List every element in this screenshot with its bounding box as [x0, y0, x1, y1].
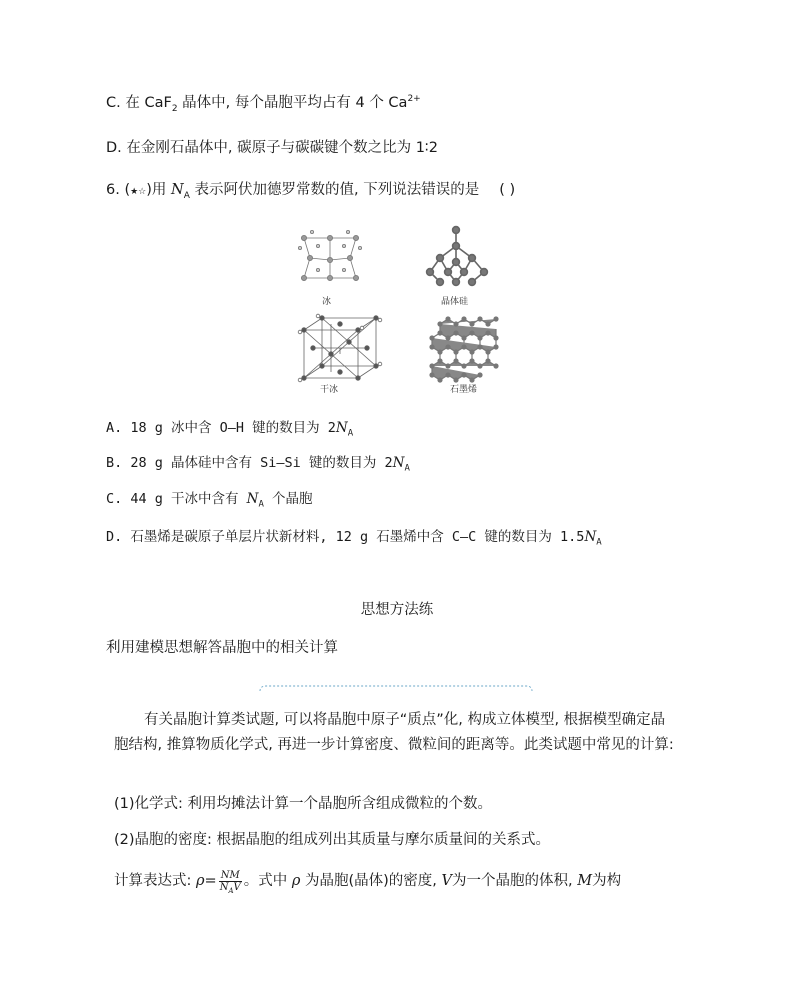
avogadro-symbol: N: [584, 529, 597, 545]
denominator-n: N: [219, 881, 229, 893]
avogadro-sub: A: [347, 428, 354, 439]
expression-paragraph: [114, 866, 674, 896]
avogadro-symbol: N: [335, 420, 348, 436]
silicon-structure-image: [427, 227, 488, 286]
option-b-text: B. 28 g 晶体硅中含有 Si—Si 键的数目为 2: [106, 455, 393, 471]
avogadro-sub: A: [258, 499, 264, 510]
answer-paren: ( ): [499, 182, 516, 198]
avogadro-sub: A: [596, 537, 602, 548]
option-c-prev: [106, 93, 421, 113]
fraction-denominator: [219, 882, 242, 893]
denominator-sub: A: [228, 886, 234, 895]
expression-mid1: 。式中: [243, 873, 292, 889]
fraction-numerator: NM: [219, 870, 242, 882]
dry-ice-label: 干冰: [320, 385, 339, 395]
avogadro-sub: A: [404, 463, 410, 474]
option-d-text: D. 石墨烯是碳原子单层片状新材料, 12 g 石墨烯中含 C—C 键的数目为 1.5: [106, 529, 585, 545]
denominator-v: V: [233, 881, 241, 893]
volume-symbol: V: [441, 873, 452, 889]
subscript: 2: [171, 103, 178, 114]
graphene-label: 石墨烯: [450, 385, 478, 395]
section-subtitle: 利用建模思想解答晶胞中的相关计算: [106, 640, 338, 656]
expression-end: 为构: [592, 873, 622, 889]
difficulty-stars: ★☆: [130, 187, 147, 197]
option-c: [106, 489, 313, 509]
option-b: [106, 453, 410, 473]
question-number: 6. (: [106, 182, 131, 198]
density-paragraph: (2)晶胞的密度: 根据晶胞的组成列出其质量与摩尔质量间的关系式。: [114, 832, 551, 848]
question-6: [106, 180, 515, 202]
avogadro-symbol: N: [246, 491, 259, 507]
ice-label: 冰: [322, 297, 332, 307]
crystal-structures-figure: [290, 222, 510, 397]
density-fraction: [219, 870, 242, 893]
avogadro-symbol: N: [392, 455, 405, 471]
rho-symbol: ρ: [196, 873, 205, 889]
option-d-prev: D. 在金刚石晶体中, 碳原子与碳碳键个数之比为 1∶2: [106, 140, 438, 156]
graphene-structure-image: [429, 316, 498, 382]
rho-symbol: ρ: [291, 873, 301, 889]
dry-ice-structure-image: [298, 314, 382, 382]
section-title: 思想方法练: [360, 602, 434, 618]
option-c-suffix: 个晶胞: [263, 491, 313, 507]
silicon-label: 晶体硅: [441, 297, 469, 307]
avogadro-symbol: N: [171, 182, 184, 198]
equals-sign: =: [204, 873, 217, 889]
formula-paragraph: (1)化学式: 利用均摊法计算一个晶胞所含组成微粒的个数。: [114, 796, 493, 812]
question-lead: )用: [146, 182, 172, 198]
option-c-prev-mid: 晶体中, 每个晶胞平均占有 4 个 Ca: [177, 95, 408, 111]
dotted-divider: [258, 684, 534, 692]
expression-mid2: 为晶胞(晶体)的密度,: [300, 873, 442, 889]
option-c-text: C. 44 g 干冰中含有: [106, 491, 247, 507]
question-text: 表示阿伏加德罗常数的值, 下列说法错误的是: [189, 182, 480, 198]
expression-label: 计算表达式:: [114, 873, 196, 889]
option-a-text: A. 18 g 冰中含 O—H 键的数目为 2: [106, 420, 336, 436]
superscript: 2+: [407, 94, 421, 105]
option-a: [106, 418, 353, 438]
option-c-prev-text: C. 在 CaF: [106, 95, 172, 111]
option-d: [106, 527, 602, 547]
intro-paragraph: 有关晶胞计算类试题, 可以将晶胞中原子“质点”化, 构成立体模型, 根据模型确定晶胞结构, 推算物质化学式, 再进一步计算密度、微粒间的距离等。此类试题中常见的计算:: [114, 712, 674, 753]
avogadro-sub: A: [183, 190, 190, 201]
expression-mid3: 为一个晶胞的体积,: [452, 873, 578, 889]
molar-mass-symbol: M: [577, 873, 593, 889]
ice-structure-image: [298, 230, 361, 280]
